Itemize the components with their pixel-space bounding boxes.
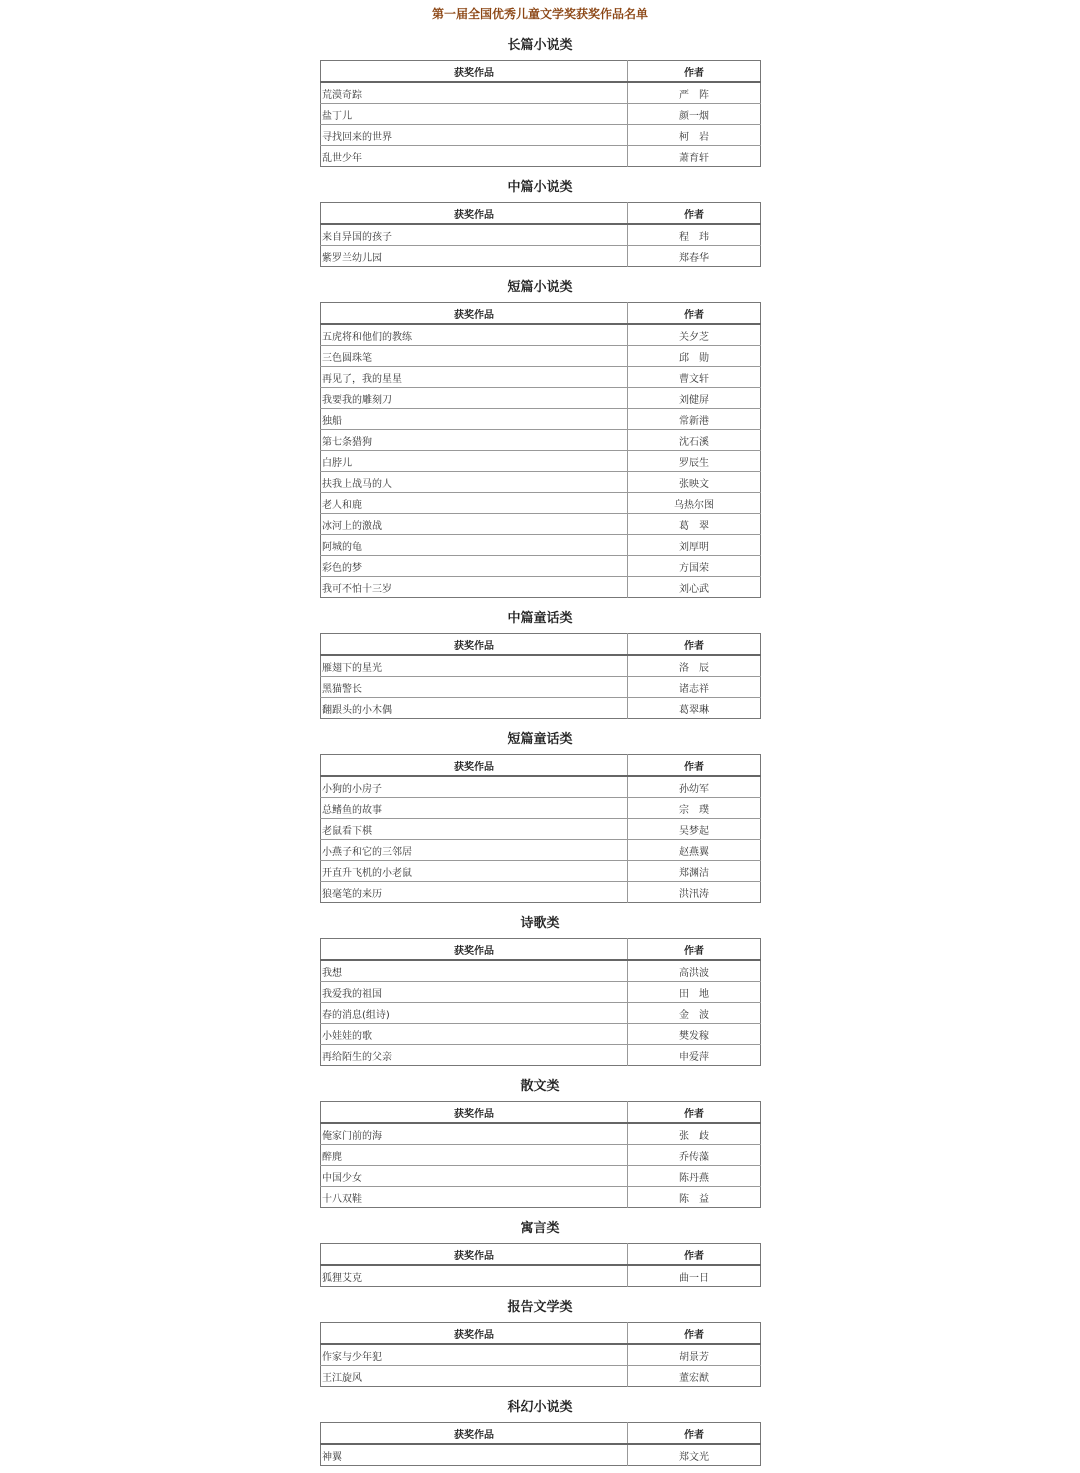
award-table: [320, 938, 761, 1066]
work-title: 总鳍鱼的故事: [321, 798, 628, 819]
header-author: 作者: [628, 1423, 761, 1445]
table-row: [321, 1366, 761, 1387]
work-title: 作家与少年犯: [321, 1344, 628, 1366]
table-header-row: [321, 1244, 761, 1266]
table-row: [321, 367, 761, 388]
work-title: 寻找回来的世界: [321, 125, 628, 146]
work-title: 狐狸艾克: [322, 1272, 362, 1284]
header-author: 作者: [628, 939, 761, 961]
table-row: [321, 776, 761, 798]
work-title: 再给陌生的父亲: [322, 1051, 392, 1063]
work-title: 老鼠看下棋: [321, 819, 628, 840]
author-name: 常新港: [628, 409, 761, 430]
award-table: [320, 60, 761, 167]
table-row: [321, 430, 761, 451]
table-row: [321, 388, 761, 409]
table-row: [321, 1444, 761, 1466]
work-title: 我爱我的祖国: [321, 982, 628, 1003]
table-header-row: [321, 303, 761, 325]
work-title: 小狗的小房子: [321, 776, 628, 798]
author-name: 关夕芝: [628, 324, 761, 346]
table-row: [321, 409, 761, 430]
section-title: 报告文学类: [507, 1300, 573, 1315]
table-row: [321, 819, 761, 840]
header-author: 作者: [628, 634, 761, 656]
author-name: 葛 翠: [628, 514, 761, 535]
author-name: 刘厚明: [628, 535, 761, 556]
author-name: 董宏猷: [628, 1366, 761, 1387]
work-title: 阿城的龟: [321, 535, 628, 556]
table-row: [321, 577, 761, 598]
header-author: 作者: [628, 755, 761, 777]
header-author: 作者: [628, 1102, 761, 1124]
table-row: [321, 1024, 761, 1045]
author-name: 葛翠琳: [628, 698, 761, 719]
author-name: 田 地: [628, 982, 761, 1003]
work-title: 醉麂: [321, 1145, 628, 1166]
work-title: 荒漠奇踪: [321, 82, 628, 104]
section-title: 寓言类: [520, 1221, 560, 1236]
author-name: 张映文: [628, 472, 761, 493]
award-sections: [320, 32, 760, 1473]
work-title: 第七条猎狗: [321, 430, 628, 451]
table-row: [321, 882, 761, 903]
table-row: [321, 82, 761, 104]
table-row: [321, 1145, 761, 1166]
award-table: [320, 1322, 761, 1387]
table-row: [321, 655, 761, 677]
work-title: 独船: [321, 409, 628, 430]
section-title: 短篇童话类: [507, 732, 573, 747]
work-title: 盐丁儿: [321, 104, 628, 125]
table-row: [321, 960, 761, 982]
work-title: 我可不怕十三岁: [322, 583, 392, 595]
table-row: [321, 472, 761, 493]
table-header-row: [321, 939, 761, 961]
work-title: 王江旋风: [322, 1372, 362, 1384]
header-author: 作者: [628, 1323, 761, 1345]
work-title: 狼毫笔的来历: [322, 888, 382, 900]
author-name: 孙幼军: [628, 776, 761, 798]
section-title: 诗歌类: [520, 916, 560, 931]
table-row: [321, 1344, 761, 1366]
author-name: 郑文光: [628, 1444, 761, 1466]
author-name: 严 阵: [628, 82, 761, 104]
author-name: 陈 益: [628, 1187, 761, 1208]
work-title: 彩色的梦: [321, 556, 628, 577]
work-title: 中国少女: [321, 1166, 628, 1187]
author-name: 郑春华: [628, 246, 761, 267]
section-title: 中篇小说类: [507, 180, 573, 195]
work-title: 开直升飞机的小老鼠: [321, 861, 628, 882]
author-name: 颜一烟: [628, 104, 761, 125]
award-table: [320, 1422, 761, 1466]
table-row: [321, 324, 761, 346]
table-row: [321, 1003, 761, 1024]
header-work: 获奖作品: [321, 634, 628, 656]
author-name: 刘心武: [628, 577, 761, 598]
table-row: [321, 1123, 761, 1145]
section-title: 中篇童话类: [507, 611, 573, 626]
table-row: [321, 1045, 761, 1066]
header-author: 作者: [628, 303, 761, 325]
table-row: [321, 104, 761, 125]
table-header-row: [321, 1102, 761, 1124]
award-table: [320, 754, 761, 903]
table-row: [321, 840, 761, 861]
work-title: 神翼: [322, 1451, 342, 1463]
work-title: 小燕子和它的三邻居: [321, 840, 628, 861]
author-name: 宗 璞: [628, 798, 761, 819]
table-header-row: [321, 634, 761, 656]
work-title: 五虎将和他们的教练: [321, 324, 628, 346]
work-title: 白脖儿: [321, 451, 628, 472]
award-table: [320, 1101, 761, 1208]
author-name: 樊发稼: [628, 1024, 761, 1045]
author-name: 张 歧: [628, 1123, 761, 1145]
work-title: 再见了，我的星星: [321, 367, 628, 388]
author-name: 萧育轩: [628, 146, 761, 167]
table-row: [321, 493, 761, 514]
author-name: 吴梦起: [628, 819, 761, 840]
author-name: 程 玮: [628, 224, 761, 246]
work-title: 小娃娃的歌: [321, 1024, 628, 1045]
author-name: 曲一日: [628, 1265, 761, 1287]
work-title: 我要我的雕刻刀: [321, 388, 628, 409]
author-name: 高洪波: [628, 960, 761, 982]
work-title: 俺家门前的海: [321, 1123, 628, 1145]
section-title: 散文类: [520, 1079, 560, 1094]
table-row: [321, 861, 761, 882]
award-table: [320, 633, 761, 719]
table-row: [321, 125, 761, 146]
author-name: 罗辰生: [628, 451, 761, 472]
table-header-row: [321, 203, 761, 225]
table-row: [321, 982, 761, 1003]
header-author: 作者: [628, 203, 761, 225]
author-name: 陈丹燕: [628, 1166, 761, 1187]
award-table: [320, 202, 761, 267]
header-work: 获奖作品: [321, 1102, 628, 1124]
work-title: 雁翅下的星光: [321, 655, 628, 677]
table-row: [321, 224, 761, 246]
header-work: 获奖作品: [321, 303, 628, 325]
table-row: [321, 1187, 761, 1208]
work-title: 冰河上的激战: [321, 514, 628, 535]
table-row: [321, 535, 761, 556]
header-author: 作者: [628, 1244, 761, 1266]
work-title: 乱世少年: [322, 152, 362, 164]
author-name: 郑渊洁: [628, 861, 761, 882]
section-title: 科幻小说类: [507, 1400, 573, 1415]
table-row: [321, 1265, 761, 1287]
header-work: 获奖作品: [321, 203, 628, 225]
work-title: 十八双鞋: [322, 1193, 362, 1205]
work-title: 春的消息(组诗): [321, 1003, 628, 1024]
author-name: 乔传藻: [628, 1145, 761, 1166]
header-work: 获奖作品: [321, 1323, 628, 1345]
work-title: 扶我上战马的人: [321, 472, 628, 493]
work-title: 来自异国的孩子: [321, 224, 628, 246]
author-name: 曹文轩: [628, 367, 761, 388]
work-title: 翻跟头的小木偶: [322, 704, 392, 716]
work-title: 老人和鹿: [321, 493, 628, 514]
author-name: 洪汛涛: [628, 882, 761, 903]
table-row: [321, 514, 761, 535]
award-table: [320, 302, 761, 598]
author-name: 洛 辰: [628, 655, 761, 677]
table-row: [321, 346, 761, 367]
author-name: 沈石溪: [628, 430, 761, 451]
header-work: 获奖作品: [321, 61, 628, 83]
table-row: [321, 1166, 761, 1187]
work-title: 黑猫警长: [321, 677, 628, 698]
header-work: 获奖作品: [321, 1244, 628, 1266]
header-work: 获奖作品: [321, 1423, 628, 1445]
author-name: 刘健屏: [628, 388, 761, 409]
table-row: [321, 698, 761, 719]
author-name: 胡景芳: [628, 1344, 761, 1366]
section-title: 长篇小说类: [507, 38, 573, 53]
table-header-row: [321, 61, 761, 83]
table-row: [321, 246, 761, 267]
table-row: [321, 798, 761, 819]
table-row: [321, 556, 761, 577]
page-title: 第一届全国优秀儿童文学奖获奖作品名单: [431, 7, 648, 21]
author-name: 诸志祥: [628, 677, 761, 698]
table-header-row: [321, 1423, 761, 1445]
work-title: 紫罗兰幼儿园: [322, 252, 382, 264]
header-author: 作者: [628, 61, 761, 83]
table-row: [321, 451, 761, 472]
table-row: [321, 677, 761, 698]
author-name: 乌热尔图: [628, 493, 761, 514]
header-work: 获奖作品: [321, 939, 628, 961]
section-title: 短篇小说类: [507, 280, 573, 295]
table-row: [321, 146, 761, 167]
table-header-row: [321, 1323, 761, 1345]
header-work: 获奖作品: [321, 755, 628, 777]
author-name: 金 波: [628, 1003, 761, 1024]
work-title: 三色圆珠笔: [321, 346, 628, 367]
author-name: 申爱萍: [628, 1045, 761, 1066]
author-name: 邱 勋: [628, 346, 761, 367]
author-name: 赵燕翼: [628, 840, 761, 861]
table-header-row: [321, 755, 761, 777]
award-table: [320, 1243, 761, 1287]
author-name: 方国荣: [628, 556, 761, 577]
author-name: 柯 岩: [628, 125, 761, 146]
work-title: 我想: [321, 960, 628, 982]
